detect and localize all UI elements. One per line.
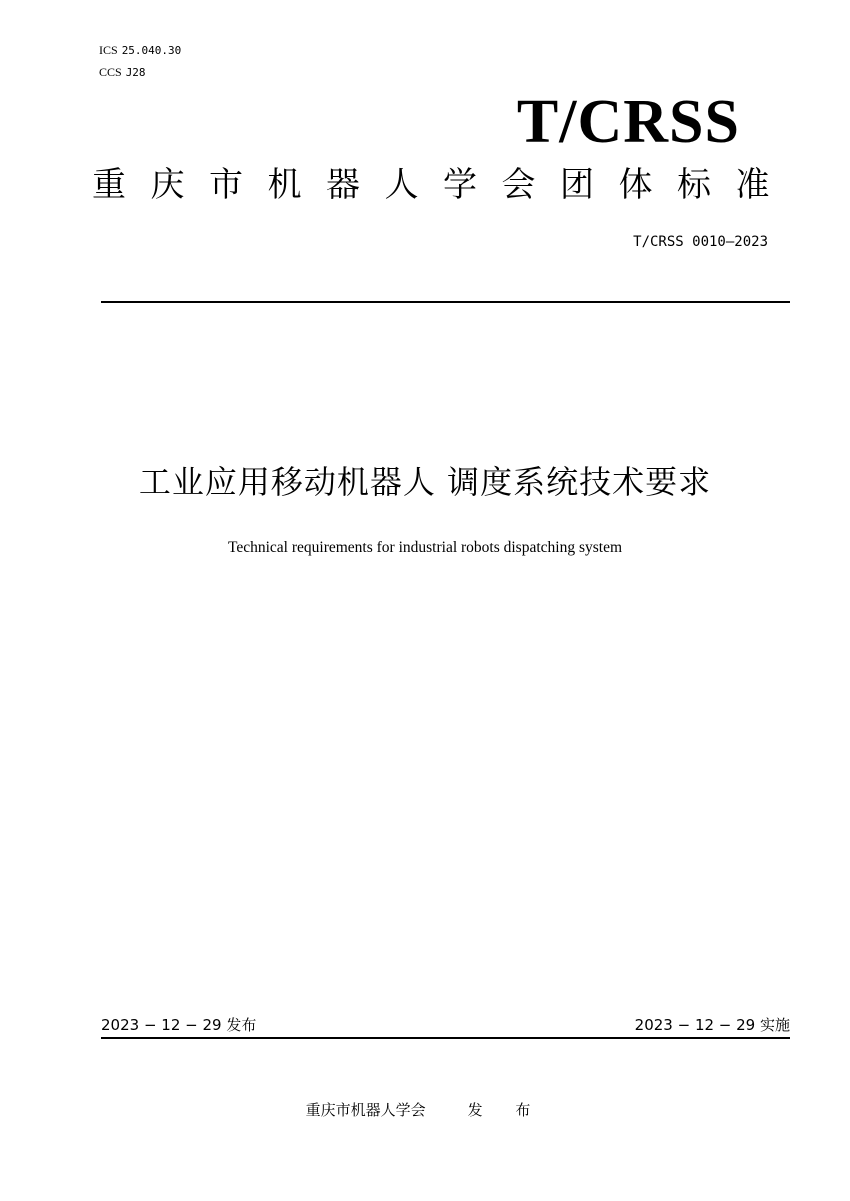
document-title-english: Technical requirements for industrial robots dispatching system bbox=[227, 539, 623, 556]
standard-number: T/CRSS 0010—2023 bbox=[633, 234, 768, 250]
organization-logo-text: T/CRSS bbox=[516, 88, 740, 156]
ics-label: ICS bbox=[99, 43, 118, 57]
effective-date: 2023 − 12 − 29 实施 bbox=[634, 1016, 790, 1034]
release-date: 2023 − 12 − 29 发布 bbox=[101, 1016, 257, 1034]
publisher-row bbox=[0, 1099, 850, 1121]
ccs-code: J28 bbox=[125, 66, 146, 79]
publish-action: 发 布 bbox=[467, 1101, 545, 1119]
top-divider bbox=[101, 301, 790, 303]
standard-category: 重庆市机器人学会团体标准 bbox=[92, 165, 794, 205]
document-title-chinese: 工业应用移动机器人 调度系统技术要求 bbox=[138, 463, 712, 501]
ics-code: 25.040.30 bbox=[121, 44, 182, 57]
publisher-name: 重庆市机器人学会 bbox=[305, 1101, 426, 1119]
ics-row bbox=[99, 43, 181, 58]
ccs-row bbox=[99, 65, 146, 80]
bottom-divider bbox=[101, 1037, 790, 1039]
ccs-label: CCS bbox=[99, 65, 122, 79]
